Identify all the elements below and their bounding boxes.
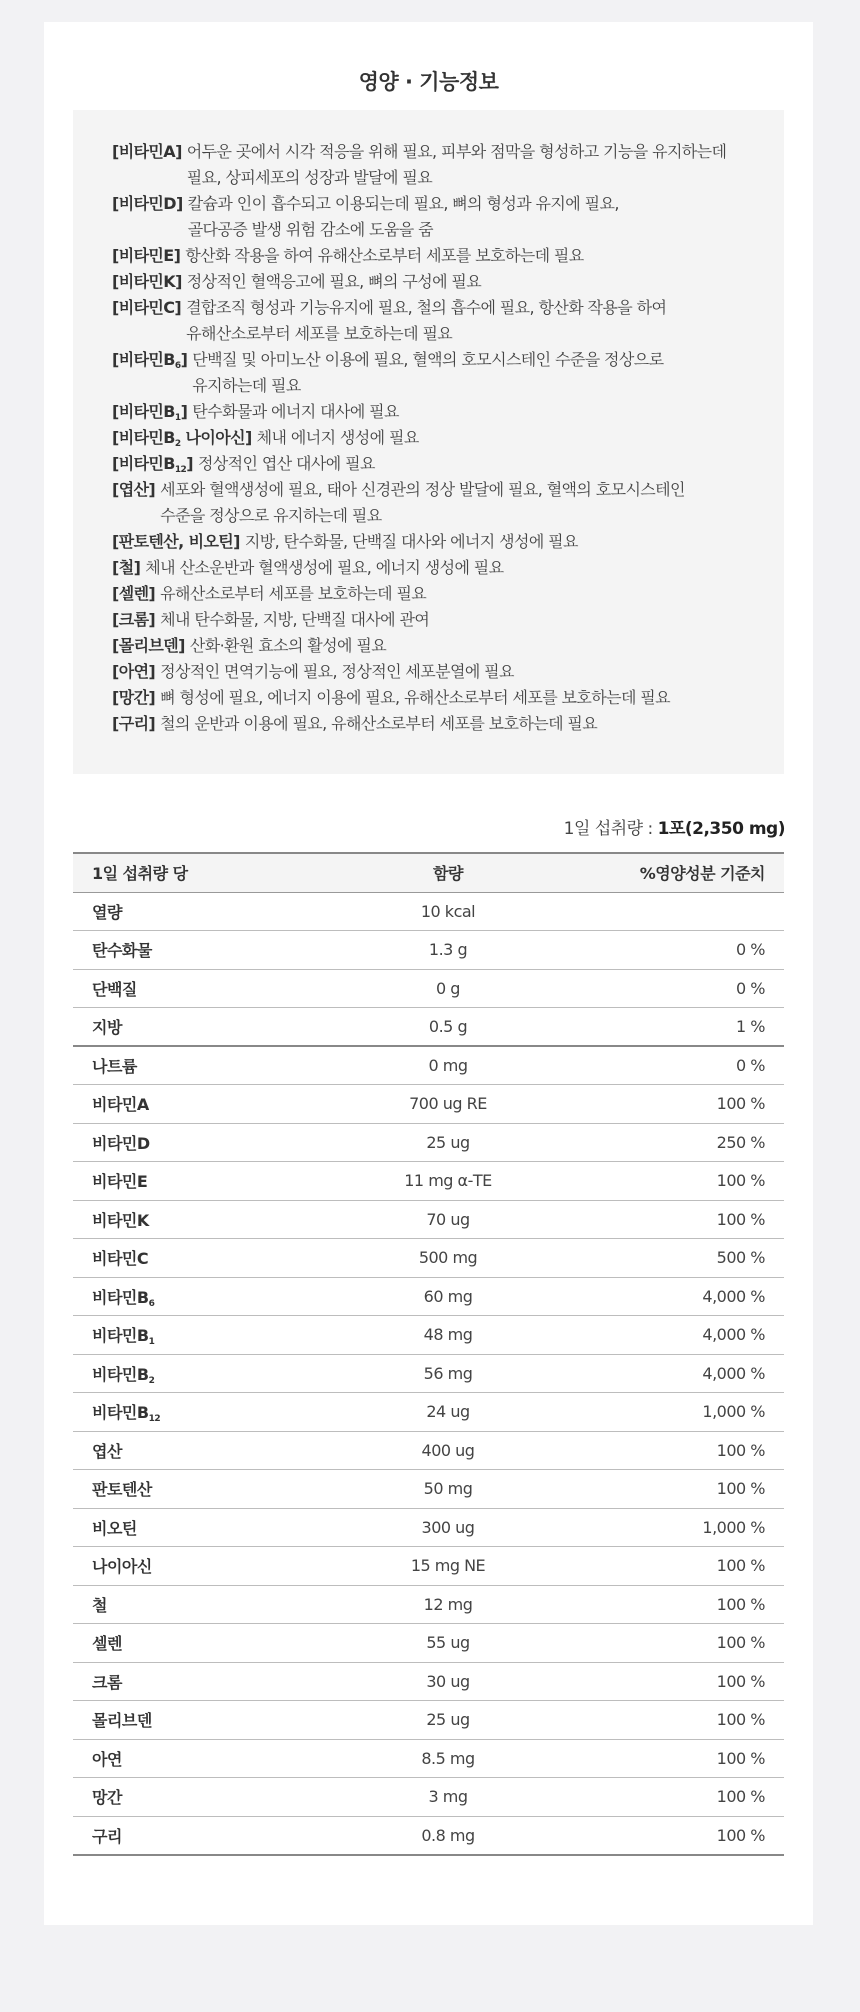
- function-label: [엽산]: [112, 480, 156, 499]
- nutrient-amount: 55 ug: [333, 1624, 563, 1663]
- nutrient-name: 셀렌: [73, 1624, 333, 1663]
- function-description-line: 산화·환원 효소의 활성에 필요: [189, 636, 387, 655]
- nutrient-amount: 3 mg: [333, 1778, 563, 1817]
- function-item: [112, 581, 784, 607]
- table-row: [73, 1701, 784, 1740]
- function-description: [160, 477, 685, 529]
- table-row: [73, 1277, 784, 1316]
- nutrient-amount: 30 ug: [333, 1662, 563, 1701]
- nutrient-name: 나이아신: [73, 1547, 333, 1586]
- function-description-line: 체내 에너지 생성에 필요: [256, 428, 419, 447]
- nutrient-amount: 0.5 g: [333, 1008, 563, 1047]
- nutrient-amount: 0 mg: [333, 1046, 563, 1085]
- function-item: [112, 295, 784, 347]
- function-description-line: 탄수화물과 에너지 대사에 필요: [192, 402, 399, 421]
- nutrient-amount: 24 ug: [333, 1393, 563, 1432]
- nutrient-daily-value: 1,000 %: [563, 1393, 784, 1432]
- nutrient-amount: 400 ug: [333, 1431, 563, 1470]
- table-row: [73, 1008, 784, 1047]
- nutrient-name: 몰리브덴: [73, 1701, 333, 1740]
- nutrient-daily-value: 100 %: [563, 1624, 784, 1663]
- nutrient-name: 크롬: [73, 1662, 333, 1701]
- table-row: [73, 1816, 784, 1855]
- nutrient-name: 비타민$B_1$: [73, 1316, 333, 1355]
- table-row: [73, 1085, 784, 1124]
- function-item: [112, 659, 784, 685]
- nutrient-amount: 25 ug: [333, 1123, 563, 1162]
- table-row: [73, 931, 784, 970]
- nutrient-amount: 60 mg: [333, 1277, 563, 1316]
- table-row: [73, 1239, 784, 1278]
- nutrient-name: 엽산: [73, 1431, 333, 1470]
- nutrient-daily-value: 100 %: [563, 1547, 784, 1586]
- function-description: [160, 659, 514, 685]
- table-row: [73, 1778, 784, 1817]
- function-description-line: 정상적인 엽산 대사에 필요: [197, 454, 375, 473]
- table-row: [73, 1393, 784, 1432]
- function-label: [비타민K]: [112, 272, 182, 291]
- nutrient-daily-value: 100 %: [563, 1162, 784, 1201]
- function-item: [112, 347, 784, 399]
- nutrient-amount: 56 mg: [333, 1354, 563, 1393]
- function-item: [112, 399, 784, 425]
- nutrient-amount: 700 ug RE: [333, 1085, 563, 1124]
- nutrient-daily-value: 1,000 %: [563, 1508, 784, 1547]
- function-description: [186, 295, 666, 347]
- function-label: [비타민$B_2$ 나이아신]: [112, 428, 252, 449]
- function-description: [187, 139, 727, 191]
- daily-serving: [564, 814, 785, 839]
- function-label: [비타민E]: [112, 246, 181, 265]
- function-label: [구리]: [112, 714, 156, 733]
- nutrient-daily-value: 100 %: [563, 1816, 784, 1855]
- function-item: [112, 685, 784, 711]
- table-row: [73, 1547, 784, 1586]
- header-daily-value: %영양성분 기준치: [563, 853, 784, 892]
- nutrient-daily-value: 100 %: [563, 1662, 784, 1701]
- nutrient-amount: 500 mg: [333, 1239, 563, 1278]
- function-item: [112, 451, 784, 477]
- nutrient-daily-value: 4,000 %: [563, 1354, 784, 1393]
- function-description-line: 단백질 및 아미노산 이용에 필요, 혈액의 호모시스테인 수준을 정상으로: [192, 350, 664, 369]
- nutrient-daily-value: 100 %: [563, 1431, 784, 1470]
- nutrient-name: 구리: [73, 1816, 333, 1855]
- nutrient-name: 열량: [73, 892, 333, 931]
- table-row: [73, 1431, 784, 1470]
- table-row: [73, 1200, 784, 1239]
- function-label: [판토텐산, 비오틴]: [112, 532, 240, 551]
- function-description: [198, 451, 375, 477]
- nutrient-amount: 25 ug: [333, 1701, 563, 1740]
- nutrient-amount: 11 mg α-TE: [333, 1162, 563, 1201]
- function-description-line: 뼈 형성에 필요, 에너지 이용에 필요, 유해산소로부터 세포를 보호하는데 필요: [160, 688, 671, 707]
- function-label: [크롬]: [112, 610, 156, 629]
- nutrient-daily-value: 100 %: [563, 1585, 784, 1624]
- nutrient-name: 탄수화물: [73, 931, 333, 970]
- serving-value: 1포(2,350 mg): [657, 819, 785, 839]
- nutrient-name: 비타민$B_6$: [73, 1277, 333, 1316]
- nutrient-name: 지방: [73, 1008, 333, 1047]
- function-description-line: 세포와 혈액생성에 필요, 태아 신경관의 정상 발달에 필요, 혈액의 호모시스테인: [160, 480, 685, 499]
- function-item: [112, 633, 784, 659]
- function-label: [셀렌]: [112, 584, 156, 603]
- function-description-line: 유지하는데 필요: [192, 376, 301, 395]
- nutrition-table: [73, 852, 784, 1856]
- function-description: [185, 243, 583, 269]
- function-description: [192, 399, 399, 425]
- nutrient-name: 비타민$B_{12}$: [73, 1393, 333, 1432]
- function-item: [112, 139, 784, 191]
- nutrient-amount: 48 mg: [333, 1316, 563, 1355]
- nutrient-daily-value: 100 %: [563, 1778, 784, 1817]
- nutrient-name: 판토텐산: [73, 1470, 333, 1509]
- nutrient-daily-value: 500 %: [563, 1239, 784, 1278]
- function-item: [112, 243, 784, 269]
- function-item: [112, 191, 784, 243]
- function-description: [190, 633, 386, 659]
- nutrient-amount: 15 mg NE: [333, 1547, 563, 1586]
- table-row: [73, 1470, 784, 1509]
- nutrient-daily-value: 4,000 %: [563, 1277, 784, 1316]
- function-label: [망간]: [112, 688, 156, 707]
- nutrition-info-card: [44, 22, 813, 1925]
- nutrient-name: 비오틴: [73, 1508, 333, 1547]
- nutrient-daily-value: [563, 892, 784, 931]
- nutrient-daily-value: 1 %: [563, 1008, 784, 1047]
- nutrient-daily-value: 100 %: [563, 1739, 784, 1778]
- table-row: [73, 969, 784, 1008]
- function-description-line: 결합조직 형성과 기능유지에 필요, 철의 흡수에 필요, 항산화 작용을 하여: [186, 298, 667, 317]
- function-label: [철]: [112, 558, 141, 577]
- function-description-line: 항산화 작용을 하여 유해산소로부터 세포를 보호하는데 필요: [185, 246, 584, 265]
- table-row: [73, 1585, 784, 1624]
- function-label: [몰리브덴]: [112, 636, 185, 655]
- function-description-line: 정상적인 혈액응고에 필요, 뼈의 구성에 필요: [186, 272, 482, 291]
- header-per-serving: 1일 섭취량 당: [73, 853, 333, 892]
- function-description-line: 유해산소로부터 세포를 보호하는데 필요: [186, 324, 453, 343]
- nutrient-name: 비타민D: [73, 1123, 333, 1162]
- function-info-box: [73, 110, 784, 774]
- nutrient-amount: 300 ug: [333, 1508, 563, 1547]
- function-label: [비타민$B_6$]: [112, 350, 188, 371]
- nutrient-name: 비타민K: [73, 1200, 333, 1239]
- function-item: [112, 425, 784, 451]
- function-description: [145, 555, 503, 581]
- nutrient-name: 망간: [73, 1778, 333, 1817]
- nutrient-daily-value: 100 %: [563, 1200, 784, 1239]
- nutrient-amount: 0 g: [333, 969, 563, 1008]
- function-label: [비타민$B_1$]: [112, 402, 188, 423]
- table-row: [73, 1354, 784, 1393]
- nutrient-amount: 0.8 mg: [333, 1816, 563, 1855]
- function-description-line: 칼슘과 인이 흡수되고 이용되는데 필요, 뼈의 형성과 유지에 필요,: [187, 194, 619, 213]
- function-description-line: 필요, 상피세포의 성장과 발달에 필요: [186, 168, 433, 187]
- nutrient-name: 비타민E: [73, 1162, 333, 1201]
- nutrient-daily-value: 250 %: [563, 1123, 784, 1162]
- function-description: [245, 529, 578, 555]
- nutrient-amount: 1.3 g: [333, 931, 563, 970]
- nutrient-daily-value: 100 %: [563, 1470, 784, 1509]
- section-title: 영양 · 기능정보: [358, 70, 499, 94]
- function-label: [비타민$B_{12}$]: [112, 454, 193, 475]
- serving-label: 1일 섭취량 :: [563, 819, 658, 839]
- function-description-line: 유해산소로부터 세포를 보호하는데 필요: [160, 584, 427, 603]
- table-row: [73, 1624, 784, 1663]
- nutrient-name: 비타민C: [73, 1239, 333, 1278]
- nutrient-amount: 50 mg: [333, 1470, 563, 1509]
- function-description: [192, 347, 663, 399]
- nutrient-name: 비타민$B_2$: [73, 1354, 333, 1393]
- function-label: [아연]: [112, 662, 156, 681]
- nutrient-daily-value: 0 %: [563, 931, 784, 970]
- nutrient-amount: 10 kcal: [333, 892, 563, 931]
- nutrient-amount: 8.5 mg: [333, 1739, 563, 1778]
- function-description-line: 정상적인 면역기능에 필요, 정상적인 세포분열에 필요: [160, 662, 514, 681]
- function-item: [112, 711, 784, 737]
- nutrient-name: 나트륨: [73, 1046, 333, 1085]
- table-row: [73, 1662, 784, 1701]
- nutrient-daily-value: 0 %: [563, 1046, 784, 1085]
- function-description: [187, 269, 481, 295]
- function-description-line: 어두운 곳에서 시각 적응을 위해 필요, 피부와 점막을 형성하고 기능을 유지하는데: [186, 142, 727, 161]
- table-header-row: [73, 853, 784, 892]
- nutrient-daily-value: 100 %: [563, 1701, 784, 1740]
- table-row: [73, 1123, 784, 1162]
- function-item: [112, 529, 784, 555]
- nutrient-name: 단백질: [73, 969, 333, 1008]
- function-description-line: 체내 산소운반과 혈액생성에 필요, 에너지 생성에 필요: [145, 558, 504, 577]
- function-description: [188, 191, 619, 243]
- header-amount: 함량: [333, 853, 563, 892]
- function-label: [비타민D]: [112, 194, 183, 213]
- nutrient-daily-value: 100 %: [563, 1085, 784, 1124]
- nutrient-daily-value: 0 %: [563, 969, 784, 1008]
- table-row: [73, 892, 784, 931]
- function-description-line: 지방, 탄수화물, 단백질 대사와 에너지 생성에 필요: [244, 532, 578, 551]
- table-row: [73, 1162, 784, 1201]
- nutrient-name: 아연: [73, 1739, 333, 1778]
- nutrient-name: 비타민A: [73, 1085, 333, 1124]
- function-item: [112, 477, 784, 529]
- function-description-line: 철의 운반과 이용에 필요, 유해산소로부터 세포를 보호하는데 필요: [160, 714, 598, 733]
- function-description-line: 골다공증 발생 위험 감소에 도움을 줌: [187, 220, 433, 239]
- function-description: [160, 607, 429, 633]
- function-description-line: 수준을 정상으로 유지하는데 필요: [160, 506, 382, 525]
- function-label: [비타민C]: [112, 298, 182, 317]
- nutrient-name: 철: [73, 1585, 333, 1624]
- nutrient-amount: 70 ug: [333, 1200, 563, 1239]
- function-description: [160, 711, 597, 737]
- table-row: [73, 1316, 784, 1355]
- function-description-line: 체내 탄수화물, 지방, 단백질 대사에 관여: [160, 610, 430, 629]
- function-item: [112, 555, 784, 581]
- table-row: [73, 1739, 784, 1778]
- function-description: [160, 685, 670, 711]
- table-row: [73, 1046, 784, 1085]
- nutrient-daily-value: 4,000 %: [563, 1316, 784, 1355]
- function-label: [비타민A]: [112, 142, 182, 161]
- function-item: [112, 607, 784, 633]
- function-item: [112, 269, 784, 295]
- function-description: [257, 425, 419, 451]
- nutrient-amount: 12 mg: [333, 1585, 563, 1624]
- table-row: [73, 1508, 784, 1547]
- function-description: [160, 581, 426, 607]
